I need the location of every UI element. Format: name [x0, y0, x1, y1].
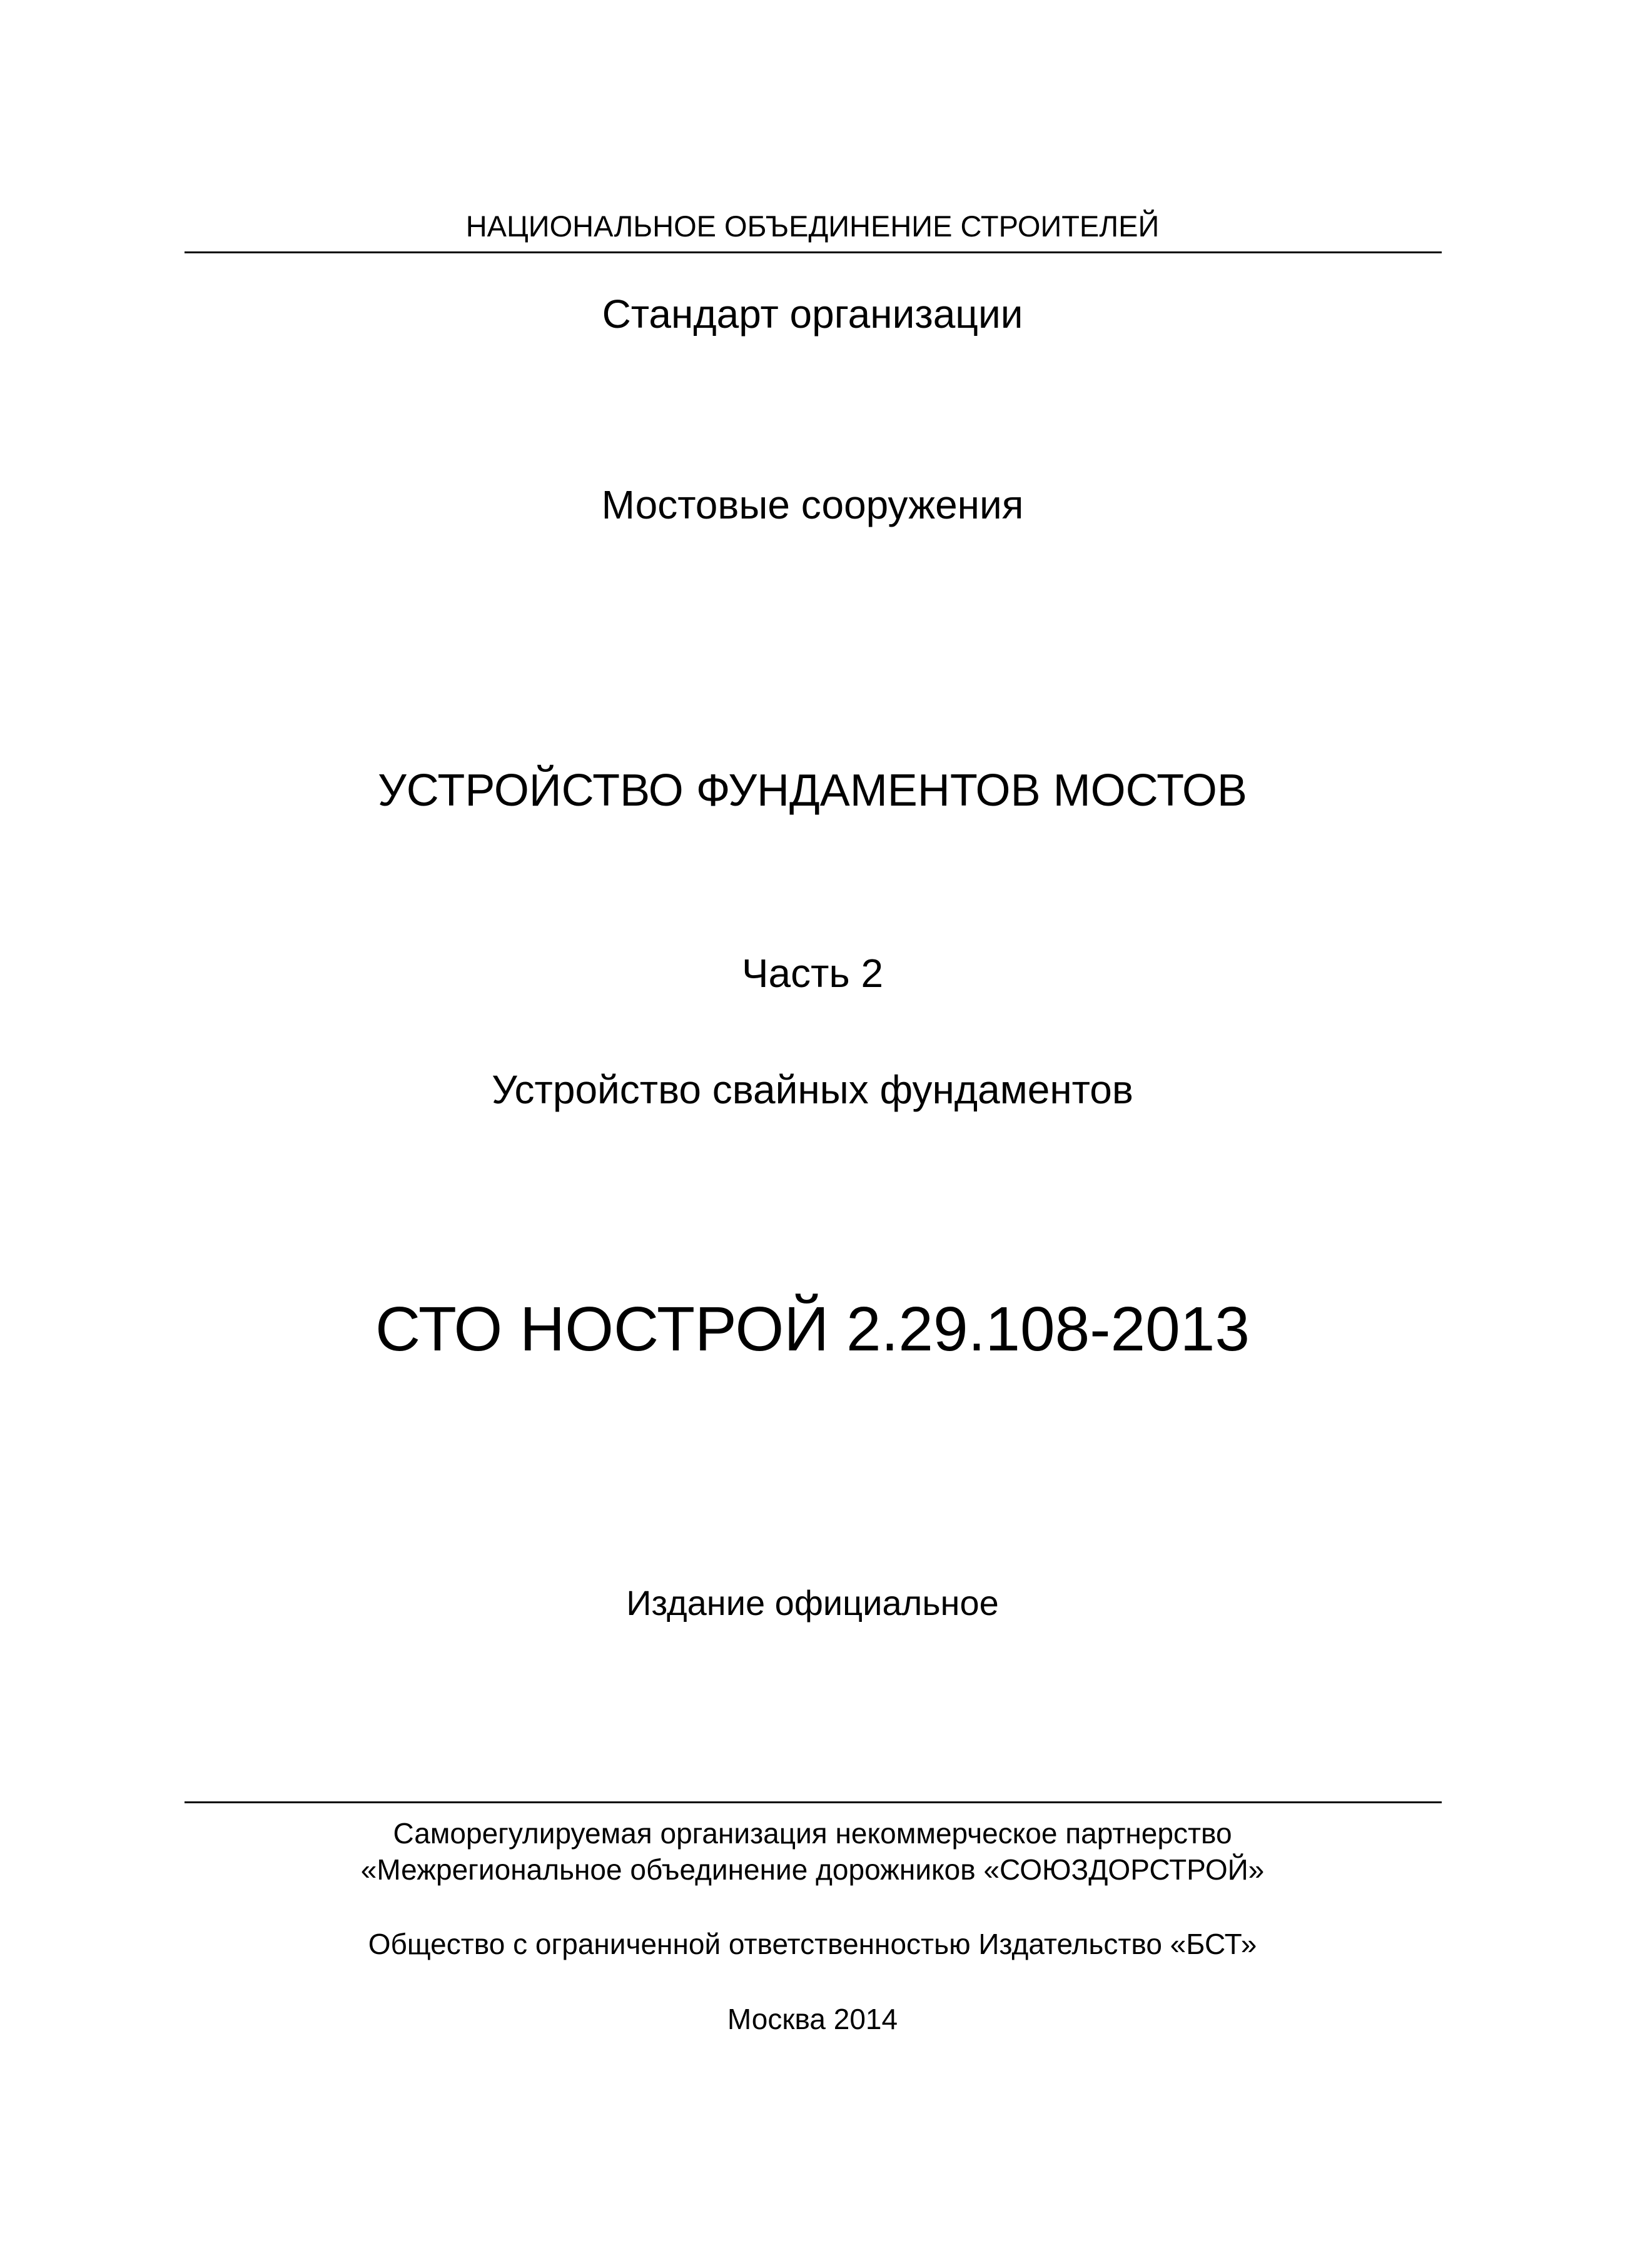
developer-line-2: «Межрегиональное объединение дорожников «СОЮЗДОРСТРОЙ» — [360, 1853, 1265, 1886]
publisher-line: Общество с ограниченной ответственностью Издательство «БСТ» — [368, 1928, 1257, 1960]
top-divider — [185, 251, 1442, 253]
part-title: Устройство свайных фундаментов — [492, 1067, 1133, 1112]
city-year-line: Москва 2014 — [727, 2003, 898, 2035]
bottom-divider — [185, 1801, 1442, 1803]
document-code: СТО НОСТРОЙ 2.29.108-2013 — [375, 1294, 1250, 1364]
organization-header: НАЦИОНАЛЬНОЕ ОБЪЕДИНЕНИЕ СТРОИТЕЛЕЙ — [465, 210, 1160, 243]
part-number-label: Часть 2 — [741, 951, 884, 996]
document-main-title: УСТРОЙСТВО ФУНДАМЕНТОВ МОСТОВ — [378, 766, 1247, 816]
developer-line-1: Саморегулируемая организация некоммерческое партнерство — [393, 1817, 1232, 1850]
standard-type-label: Стандарт организации — [602, 291, 1023, 337]
edition-label: Издание официальное — [626, 1583, 999, 1623]
series-title: Мостовые сооружения — [601, 482, 1024, 527]
